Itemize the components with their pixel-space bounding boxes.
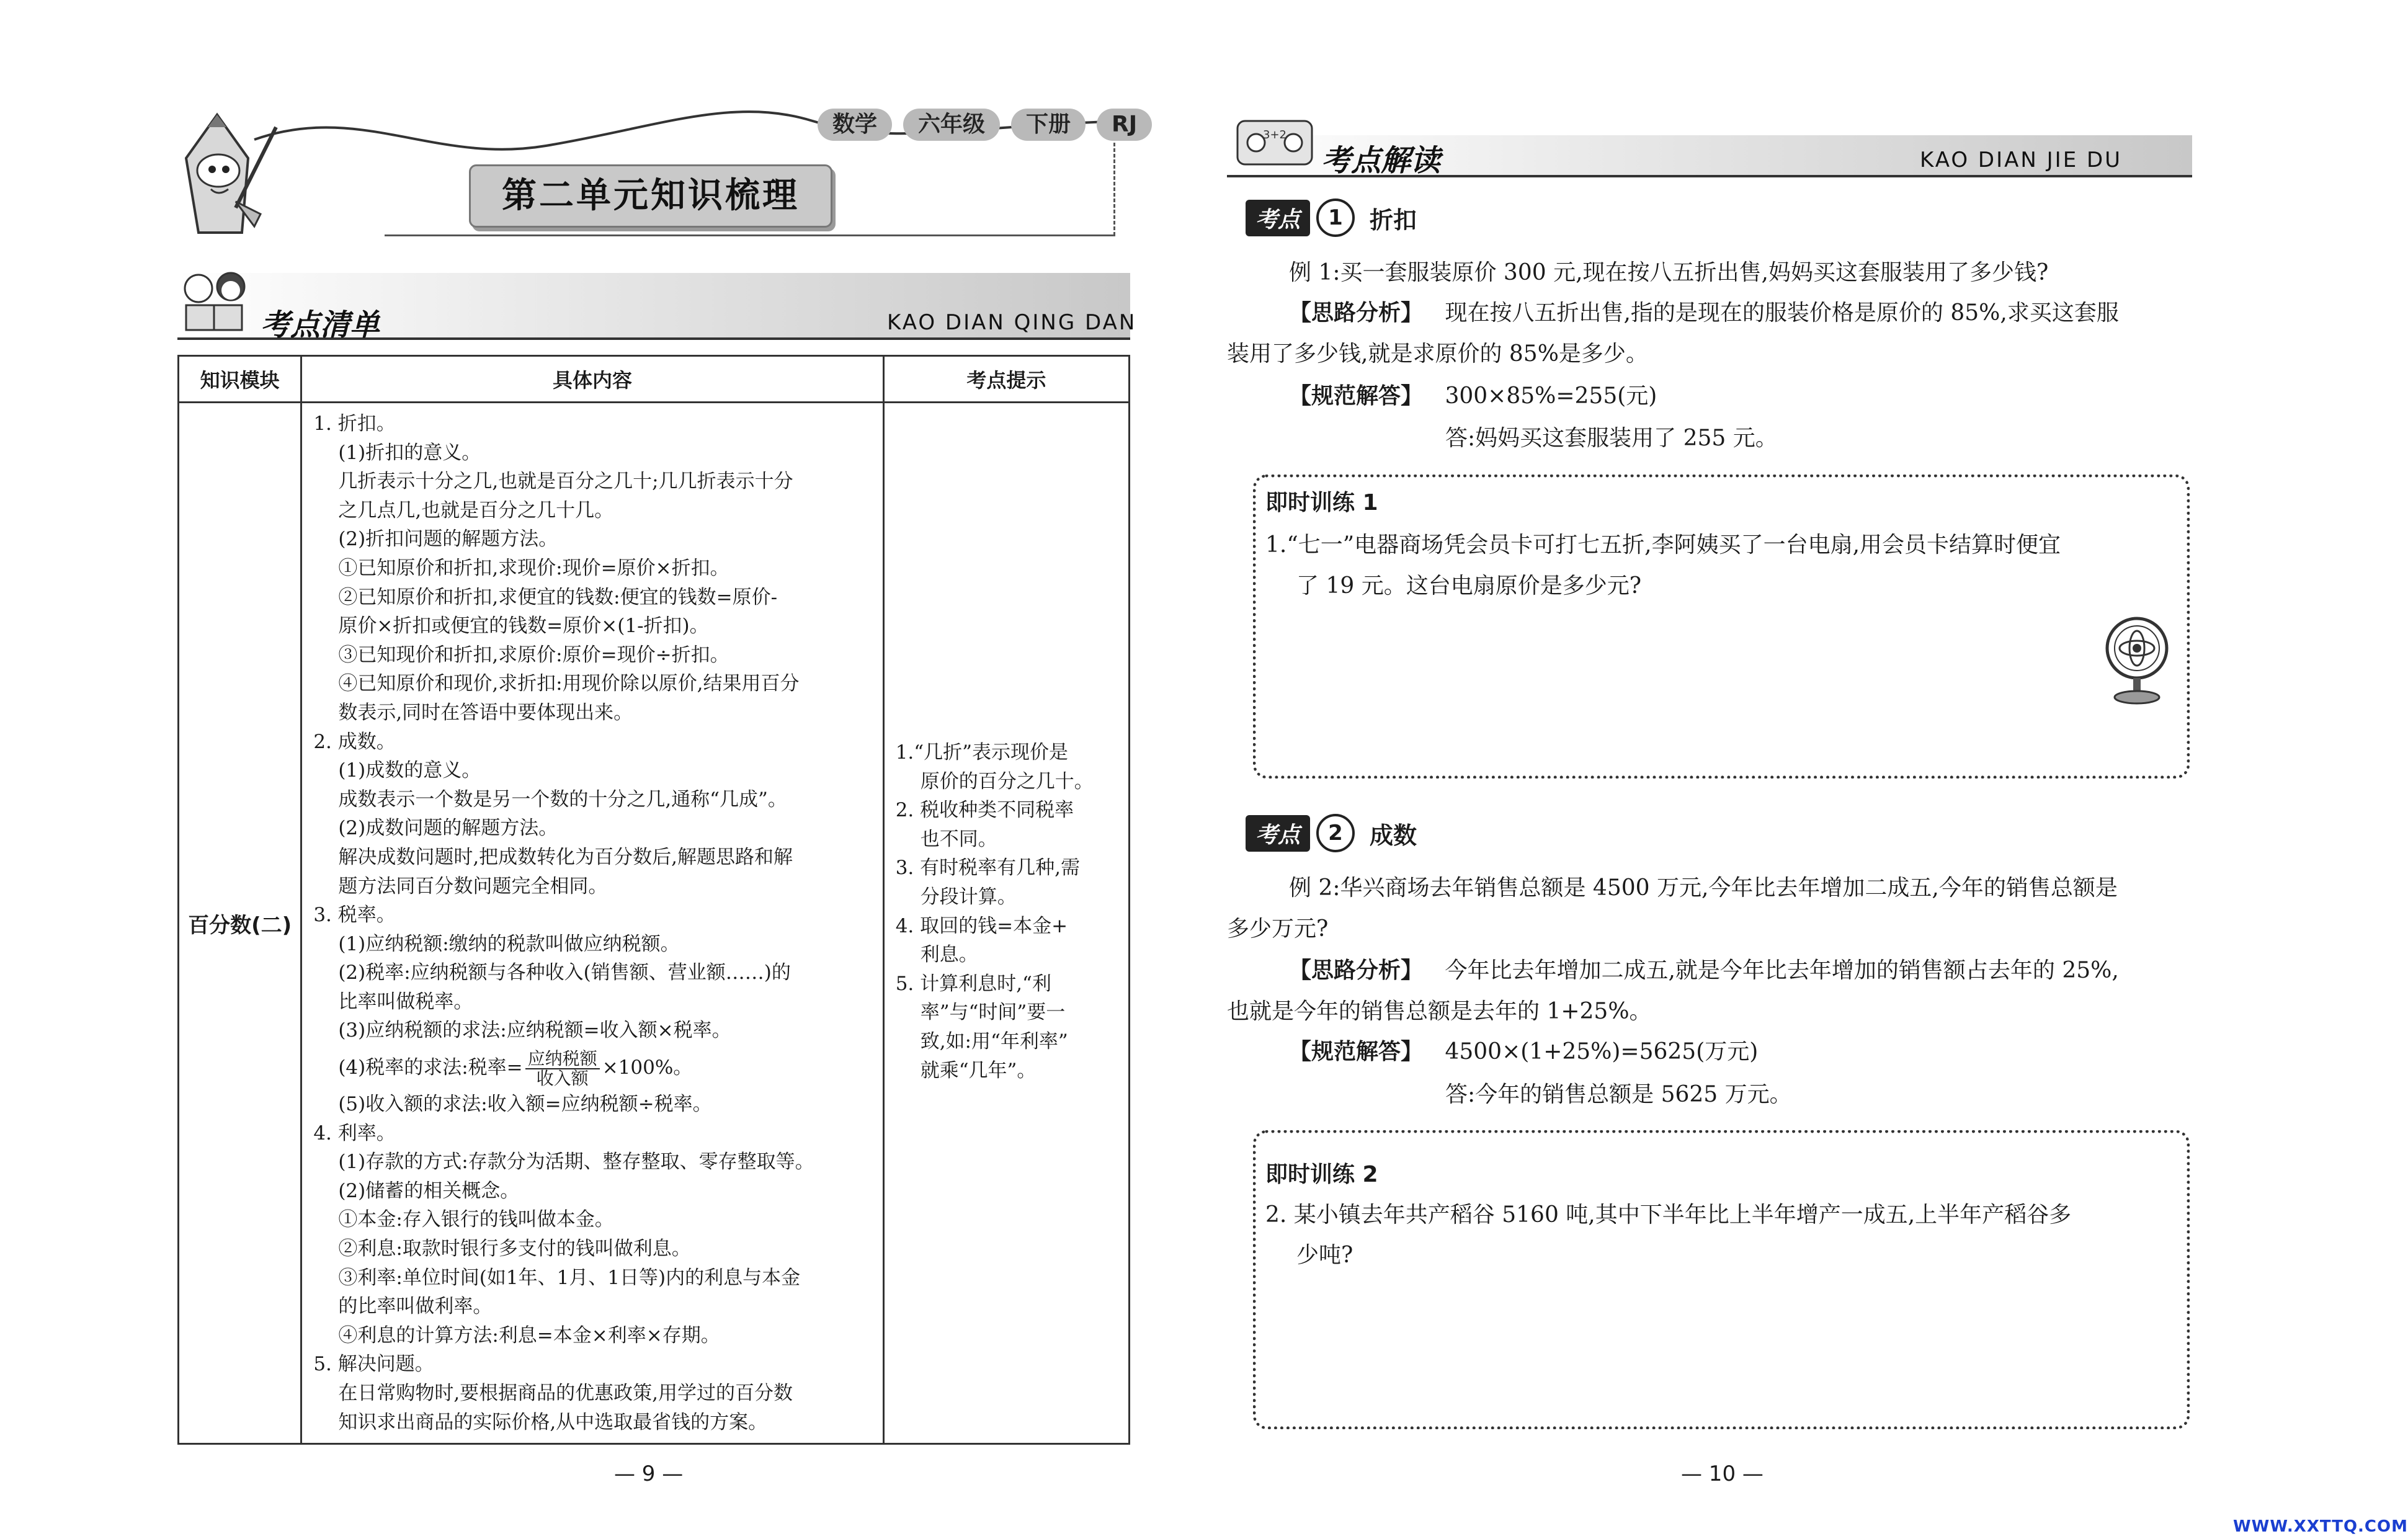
content-line: (3)应纳税额的求法:应纳税额=收入额×税率。 [338,1019,731,1042]
tip-line: 2. 税收种类不同税率 [895,799,1074,822]
header-tips: 考点提示 [883,356,1129,403]
content-line: (2)税率:应纳税额与各种收入(销售额、营业额……)的 [338,961,791,984]
table-row [179,403,1130,1444]
example-2-line2: 多少万元? [1227,916,1329,942]
solution-text: 300×85%=255(元) [1445,383,1657,409]
content-line: ④已知原价和现价,求折扣:用现价除以原价,结果用百分 [338,672,800,695]
tip-line: 3. 有时税率有几种,需 [895,857,1080,880]
solution-label: 【规范解答】 [1289,383,1424,409]
section-title-qingdan: 考点清单 [261,308,380,342]
page-number-left: — 9 — [614,1461,684,1486]
content-line: (5)收入额的求法:收入额=应纳税额÷税率。 [338,1093,712,1116]
analysis-label: 【思路分析】 [1289,958,1424,983]
content-line: 解决成数问题时,把成数转化为百分数后,解题思路和解 [338,845,793,868]
header-content: 具体内容 [301,356,883,403]
header-module: 知识模块 [179,356,301,403]
solution-2 [1289,1030,1758,1074]
example-2-line1: 例 2:华兴商场去年销售总额是 4500 万元,今年比去年增加二成五,今年的销售总额是 [1289,875,2118,901]
kaodian-label: 考点 [1246,815,1310,852]
content-line: 成数表示一个数是另一个数的十分之几,通称“几成”。 [338,788,787,811]
kaodian-number-2: 2 [1316,814,1355,852]
content-line: 比率叫做税率。 [338,990,473,1013]
rate-fraction [525,1050,600,1088]
header-frame-line [1113,143,1115,236]
rate-formula-line [313,1045,871,1090]
content-line: ④利息的计算方法:利息=本金×利率×存期。 [338,1324,720,1347]
analysis-1-line2: 装用了多少钱,就是求原价的 85%是多少。 [1227,341,1648,367]
content-line: 3. 税率。 [313,904,396,927]
analysis-2-line2: 也就是今年的销售总额是去年的 1+25%。 [1227,999,1652,1024]
content-line: ③利率:单位时间(如1年、1月、1日等)内的利息与本金 [338,1266,801,1289]
content-line: 数表示,同时在答语中要体现出来。 [338,701,633,724]
tip-line: 原价的百分之几十。 [920,770,1094,793]
unit-title: 第二单元知识梳理 [469,164,832,228]
tip-line: 4. 取回的钱=本金+ [895,914,1068,937]
kaodian-1-badge [1246,199,1417,237]
kaodian-title-1: 折扣 [1370,206,1417,234]
electric-fan-icon [2100,614,2174,707]
kaodian-2-badge [1246,814,1417,852]
tip-line: 5. 计算利息时,“利 [895,972,1051,995]
answer-1: 答:妈妈买这套服装用了 255 元。 [1445,426,1778,451]
content-cell [301,403,883,1444]
kaodian-title-2: 成数 [1370,821,1417,849]
content-line: ①已知原价和折扣,求现价:现价=原价×折扣。 [338,556,729,579]
content-line: ②已知原价和折扣,求便宜的钱数:便宜的钱数=原价- [338,586,778,609]
training-question-2-line2: 少吨? [1296,1242,1353,1268]
page-number-right: — 10 — [1681,1461,1764,1486]
section-title-jiedu: 考点解读 [1321,143,1441,178]
training-question-1-line1: 1.“七一”电器商场凭会员卡可打七五折,李阿姨买了一台电扇,用会员卡结算时便宜 [1265,532,2061,558]
tag-volume: 下册 [1011,109,1086,141]
content-line: 几折表示十分之几,也就是百分之几十;几几折表示十分 [338,470,793,493]
content-line: ①本金:存入银行的钱叫做本金。 [338,1208,614,1231]
section-title-en-qingdan: KAO DIAN QING DAN [887,310,1137,335]
solution-text: 4500×(1+25%)=5625(万元) [1445,1039,1759,1064]
content-line: 题方法同百分数问题完全相同。 [338,875,608,898]
example-1: 例 1:买一套服装原价 300 元,现在按八五折出售,妈妈买这套服装用了多少钱? [1289,260,2049,285]
training-title-2: 即时训练 2 [1265,1162,1378,1187]
content-line: 的比率叫做利率。 [338,1295,493,1318]
fraction-denominator: 收入额 [536,1068,589,1089]
tag-subject: 数学 [818,109,892,141]
content-line: 在日常购物时,要根据商品的优惠政策,用学过的百分数 [338,1382,793,1404]
content-line: 4. 利率。 [313,1122,396,1144]
tips-cell [883,403,1129,1444]
solution-label: 【规范解答】 [1289,1039,1424,1064]
header-tags [818,109,1152,141]
svg-text:3+2: 3+2 [1263,128,1286,141]
analysis-label: 【思路分析】 [1289,300,1424,326]
content-line: (2)折扣问题的解题方法。 [338,528,558,551]
answer-2: 答:今年的销售总额是 5625 万元。 [1445,1082,1792,1107]
analysis-text: 现在按八五折出售,指的是现在的服装价格是原价的 85%,求买这套服 [1445,300,2119,326]
content-line: 知识求出商品的实际价格,从中选取最省钱的方案。 [338,1411,768,1434]
content-line: ②利息:取款时银行多支付的钱叫做利息。 [338,1238,691,1260]
tag-grade: 六年级 [903,109,1000,141]
kaodian-number-1: 1 [1316,199,1355,237]
kids-group-icon [1231,109,1318,171]
tip-line: 分段计算。 [920,885,1017,908]
training-question-2-line1: 2. 某小镇去年共产稻谷 5160 吨,其中下半年比上半年增产一成五,上半年产稻谷多 [1265,1202,2072,1228]
tip-line: 1.“几折”表示现价是 [895,741,1068,764]
content-line: (1)存款的方式:存款分为活期、整存整取、零存整取等。 [338,1151,814,1174]
rate-formula-suffix: ×100%。 [602,1056,693,1079]
tip-line: 也不同。 [920,827,997,850]
training-question-1-line2: 了 19 元。这台电扇原价是多少元? [1296,573,1641,599]
solution-1 [1289,375,1657,418]
training-box-1 [1253,475,2190,778]
kaodian-label: 考点 [1246,200,1310,236]
content-line: (2)储蓄的相关概念。 [338,1179,520,1202]
analysis-text: 今年比去年增加二成五,就是今年比去年增加的销售额占去年的 25%, [1445,958,2119,983]
analysis-1-line1 [1289,292,2119,335]
tip-line: 利息。 [920,943,978,966]
tip-line: 致,如:用“年利率” [920,1030,1068,1053]
section-title-en-jiedu: KAO DIAN JIE DU [1920,148,2123,172]
content-line: (1)成数的意义。 [338,759,481,782]
content-line: 2. 成数。 [313,730,396,753]
kids-reading-icon [174,267,254,338]
content-line: (1)折扣的意义。 [338,441,481,464]
content-line: 原价×折扣或便宜的钱数=原价×(1-折扣)。 [338,615,709,638]
tip-line: 就乘“几年”。 [920,1059,1037,1082]
rate-formula-prefix: (4)税率的求法:税率= [338,1056,523,1079]
content-line: (2)成数问题的解题方法。 [338,817,558,840]
fraction-numerator: 应纳税额 [525,1050,600,1069]
content-line: 5. 解决问题。 [313,1353,434,1376]
knowledge-table [177,355,1130,1445]
tag-edition: RJ [1097,109,1152,141]
site-watermark: WWW.XXTTQ.COM [2233,1517,2408,1536]
content-line: ③已知现价和折扣,求原价:原价=现价÷折扣。 [338,643,729,666]
content-line: 1. 折扣。 [313,413,396,435]
content-line: 之几点几,也就是百分之几十几。 [338,499,614,522]
table-header-row [179,356,1130,403]
training-box-2 [1253,1130,2190,1429]
header-frame-base [385,234,1115,236]
training-title-1: 即时训练 1 [1265,490,1378,515]
tips-spacer [896,403,1117,738]
module-cell: 百分数(二) [179,403,301,1444]
analysis-2-line1 [1289,949,2119,993]
content-line: (1)应纳税额:缴纳的税款叫做应纳税额。 [338,932,680,955]
tip-line: 率”与“时间”要一 [920,1001,1066,1024]
